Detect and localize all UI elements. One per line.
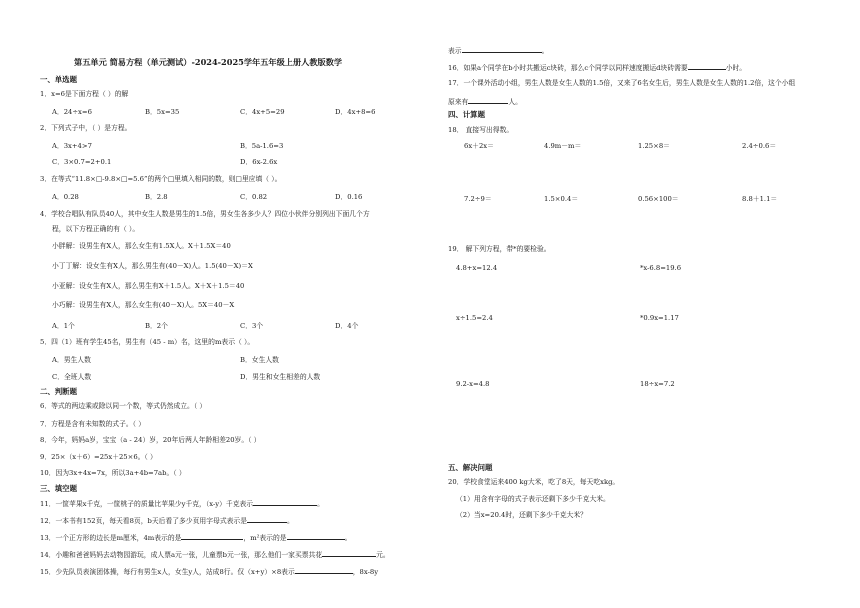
q4-solution-xiaoya: 小亚解：设女生有X人，那么男生有X＋1.5人。X＋X＋1.5＝40	[52, 282, 245, 290]
q2-stem: 2．下列式子中，（ ）是方程。	[40, 124, 132, 132]
q20-part-1: （1）用含有字母的式子表示还剩下多少千克大米。	[456, 495, 610, 503]
q2-option-b: B．5a-1.6=3	[240, 142, 284, 150]
q12-blank[interactable]	[247, 515, 287, 523]
q9-statement: 9．25×（x＋6）=25x＋25×6。（ ）	[40, 453, 157, 461]
q4-solution-xiaodingding: 小丁丁解：设女生有X人，那么男生有(40－X)人。1.5(40－X)＝X	[52, 262, 253, 270]
q5-stem: 5．四（1）班有学生45名，男生有（45 - m）名，这里的m表示（ ）。	[40, 338, 255, 346]
q18-item-1: 6x＋2x＝	[464, 142, 494, 150]
q2-option-c: C．3×0.7=2+0.1	[52, 158, 112, 166]
q14-blank[interactable]	[322, 549, 376, 557]
q4-stem-line2: 程，以下方程正确的有（ ）。	[52, 225, 140, 233]
q16-stem: 16．如果a个同学在b小时共搬运c块砖，那么c个同学以同样速度搬运d块砖需要	[448, 64, 688, 72]
q17-blank[interactable]	[468, 96, 508, 104]
q3-option-b: B．2.8	[145, 193, 168, 201]
q17-line2	[448, 96, 522, 107]
q4-solution-xiaopang: 小胖解：设男生有X人，那么女生有1.5X人。X＋1.5X＝40	[52, 242, 231, 250]
q11-blank[interactable]	[253, 498, 317, 506]
q15-blank-1[interactable]	[295, 566, 353, 574]
q4-option-b: B．2个	[145, 322, 168, 330]
q12-stem: 12．一本书有152页，每天看8页，b天后看了多少页用字母式表示是	[40, 517, 248, 525]
q7-statement: 7．方程是含有未知数的式子。（ ）	[40, 420, 146, 428]
q14-stem: 14．小趣和爸爸妈妈去动物园游玩，成人票a元一张，儿童票b元一张，那么他们一家买票共花	[40, 551, 323, 559]
q16-blank[interactable]	[688, 62, 726, 70]
q19-eq-4: *0.9x=1.17	[640, 314, 679, 322]
q5-option-c: C．全班人数	[52, 373, 92, 381]
q4-option-a: A．1个	[52, 322, 75, 330]
q8-statement: 8．今年，妈妈a岁，宝宝（a - 24）岁，20年后两人年龄相差20岁。（ ）	[40, 436, 261, 444]
q15-stem: 15．少先队员表演团体操，每行有男生x人，女生y人，站成8行。仅（x+y）×8表示	[40, 568, 295, 576]
q1-option-a: A．24÷x=6	[52, 108, 92, 116]
q18-item-3: 1.25×8＝	[638, 142, 670, 150]
q1-option-b: B．5x=35	[145, 108, 180, 116]
q20-part-2: （2）当x=20.4时，还剩下多少千克大米？	[456, 511, 587, 519]
section-single-choice: 一、单选题	[40, 75, 77, 84]
q13-stem: 13．一个正方形的边长是m厘米，4m表示的是	[40, 534, 182, 542]
q11-stem: 11．一筐苹果x千克，一筐桃子的质量比苹果少y千克，（x-y）千克表示	[40, 500, 254, 508]
q11-text: 11．一筐苹果x千克，一筐桃子的质量比苹果少y千克，（x-y）千克表示 。	[40, 500, 324, 508]
q18-item-6: 1.5×0.4＝	[544, 195, 579, 203]
q12-text: 12．一本书有152页，每天看8页，b天后看了多少页用字母式表示是 。	[40, 517, 294, 525]
q15-blank-2[interactable]	[462, 45, 542, 53]
q15-cont-label: 表示	[448, 47, 462, 55]
section-problem-solving: 五、解决问题	[448, 463, 493, 472]
page-title: 第五单元 简易方程（单元测试）-2024-2025学年五年级上册人教版数学	[74, 57, 343, 67]
q4-option-d: D．4个	[335, 322, 359, 330]
q19-eq-1: 4.8+x=12.4	[456, 264, 498, 272]
q2-option-a: A．3x+4>7	[52, 142, 92, 150]
q17-stem-2: 原来有	[448, 98, 469, 106]
q13-text: 13．一个正方形的边长是m厘米，4m表示的是 ，m²表示的是 。	[40, 534, 352, 542]
q3-stem: 3．在等式“11.8×□-9.8×□=5.6”的两个□里填入相同的数，则□里应填（ ）。	[40, 175, 282, 183]
q13-blank-2[interactable]	[287, 532, 345, 540]
q20-stem: 20．学校食堂运来400 kg大米，吃了8天，每天吃xkg。	[448, 478, 620, 486]
q4-stem-line1: 4．学校合唱队有队员40人，其中女生人数是男生的1.5倍，男女生各多少人？四位小伙伴分别列出下面几个方	[40, 210, 370, 218]
q17-unit: 人。	[508, 98, 522, 106]
q18-item-5: 7.2÷9＝	[464, 195, 492, 203]
q14-text	[40, 549, 390, 560]
q18-item-8: 8.8＋1.1＝	[742, 195, 778, 203]
section-fill-blank: 三、填空题	[40, 484, 77, 493]
q4-solution-xiaoqiao: 小巧解：设男生有X人，那么女生有(40－X)人。5X＝40－X	[52, 301, 235, 309]
q19-eq-2: *x-6.8=19.6	[640, 264, 682, 272]
q10-statement: 10．因为3x+4x=7x，所以3a+4b=7ab。（ ）	[40, 469, 186, 477]
q15-text	[40, 566, 378, 577]
q19-eq-6: 18÷x=7.2	[640, 380, 675, 388]
q18-item-2: 4.9m－m＝	[544, 142, 582, 150]
q3-option-d: D．0.16	[335, 193, 363, 201]
q19-eq-5: 9.2-x=4.8	[456, 380, 490, 388]
q1-option-c: C．4x+5=29	[240, 108, 285, 116]
section-calculation: 四、计算题	[448, 110, 485, 119]
q18-item-4: 2.4÷0.6＝	[742, 142, 777, 150]
q13-blank-1[interactable]	[181, 532, 243, 540]
q1-stem: 1．x=6是下面方程（ ）的解	[40, 90, 129, 98]
q16-unit: 小时。	[725, 64, 747, 72]
q19-stem: 19． 解下列方程，带*的要检验。	[448, 245, 551, 253]
q13-stem-2: ，m²表示的是	[243, 534, 287, 542]
q2-option-d: D．6x-2.6x	[240, 158, 278, 166]
q16-text	[448, 62, 746, 73]
q5-option-d: D．男生和女生相差的人数	[240, 373, 321, 381]
section-judgement: 二、判断题	[40, 387, 77, 396]
q3-option-c: C．0.82	[240, 193, 268, 201]
q15-continued: 表示 。	[448, 47, 549, 55]
q15-stem-2: ，8x-8y	[352, 568, 379, 576]
q18-item-7: 0.56×100＝	[638, 195, 679, 203]
q14-unit: 元。	[376, 551, 390, 559]
q5-option-a: A．男生人数	[52, 356, 91, 364]
q1-option-d: D．4x+8=6	[335, 108, 376, 116]
q6-statement: 6．等式的两边乘或除以同一个数，等式仍然成立。（ ）	[40, 402, 207, 410]
q17-line1: 17．一个课外活动小组，男生人数是女生人数的1.5倍，又来了6名女生后，男生人数是女生人数的1.2倍，这个小组	[448, 79, 796, 87]
q18-stem: 18． 直接写出得数。	[448, 126, 514, 134]
q5-option-b: B．女生人数	[240, 356, 279, 364]
q19-eq-3: x÷1.5=2.4	[456, 314, 493, 322]
q3-option-a: A．0.28	[52, 193, 79, 201]
q4-option-c: C．3个	[240, 322, 264, 330]
